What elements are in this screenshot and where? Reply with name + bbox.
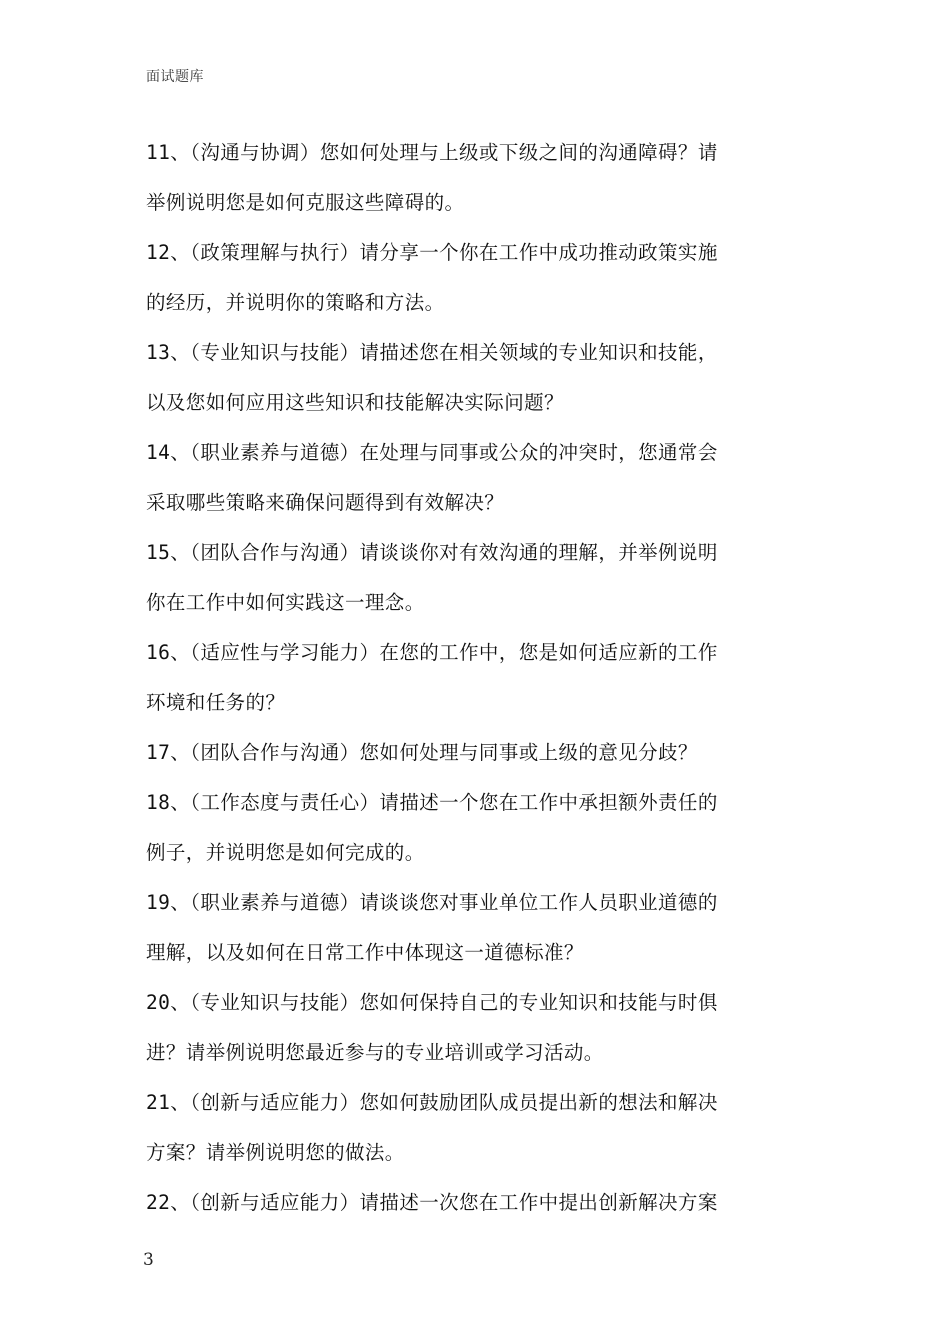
question-18 — [146, 778, 808, 878]
question-18-line-1: 18、（工作态度与责任心）请描述一个您在工作中承担额外责任的 — [146, 791, 718, 814]
question-13-line-1: 13、（专业知识与技能）请描述您在相关领域的专业知识和技能， — [146, 341, 718, 364]
question-13-line-2: 以及您如何应用这些知识和技能解决实际问题？ — [146, 391, 564, 414]
question-18-line-2: 例子，并说明您是如何完成的。 — [146, 841, 425, 864]
question-14-line-1: 14、（职业素养与道德）在处理与同事或公众的冲突时，您通常会 — [146, 441, 718, 464]
page-header-title: 面试题库 — [146, 69, 204, 85]
question-19-line-1: 19、（职业素养与道德）请谈谈您对事业单位工作人员职业道德的 — [146, 891, 718, 914]
question-20-line-1: 20、（专业知识与技能）您如何保持自己的专业知识和技能与时俱 — [146, 991, 718, 1014]
question-11 — [146, 128, 808, 228]
question-22 — [146, 1178, 808, 1228]
question-14-line-2: 采取哪些策略来确保问题得到有效解决？ — [146, 491, 505, 514]
question-17 — [146, 728, 808, 778]
question-21-line-1: 21、（创新与适应能力）您如何鼓励团队成员提出新的想法和解决 — [146, 1091, 718, 1114]
question-15-line-2: 你在工作中如何实践这一理念。 — [146, 591, 425, 614]
question-21 — [146, 1078, 808, 1178]
question-14 — [146, 428, 808, 528]
page-number: 3 — [143, 1250, 154, 1270]
question-12 — [146, 228, 808, 328]
question-16 — [146, 628, 808, 728]
question-19 — [146, 878, 808, 978]
question-22-line-1: 22、（创新与适应能力）请描述一次您在工作中提出创新解决方案 — [146, 1191, 718, 1214]
question-13 — [146, 328, 808, 428]
question-17-line-1: 17、（团队合作与沟通）您如何处理与同事或上级的意见分歧？ — [146, 741, 698, 764]
question-16-line-1: 16、（适应性与学习能力）在您的工作中，您是如何适应新的工作 — [146, 641, 718, 664]
question-11-line-1: 11、（沟通与协调）您如何处理与上级或下级之间的沟通障碍？请 — [146, 141, 718, 164]
question-21-line-2: 方案？请举例说明您的做法。 — [146, 1141, 405, 1164]
question-15-line-1: 15、（团队合作与沟通）请谈谈你对有效沟通的理解，并举例说明 — [146, 541, 718, 564]
question-11-line-2: 举例说明您是如何克服这些障碍的。 — [146, 191, 465, 214]
question-16-line-2: 环境和任务的？ — [146, 691, 286, 714]
question-list — [146, 128, 808, 1228]
question-19-line-2: 理解，以及如何在日常工作中体现这一道德标准？ — [146, 941, 584, 964]
question-15 — [146, 528, 808, 628]
question-20 — [146, 978, 808, 1078]
question-12-line-2: 的经历，并说明你的策略和方法。 — [146, 291, 445, 314]
question-20-line-2: 进？请举例说明您最近参与的专业培训或学习活动。 — [146, 1041, 604, 1064]
question-12-line-1: 12、（政策理解与执行）请分享一个你在工作中成功推动政策实施 — [146, 241, 718, 264]
